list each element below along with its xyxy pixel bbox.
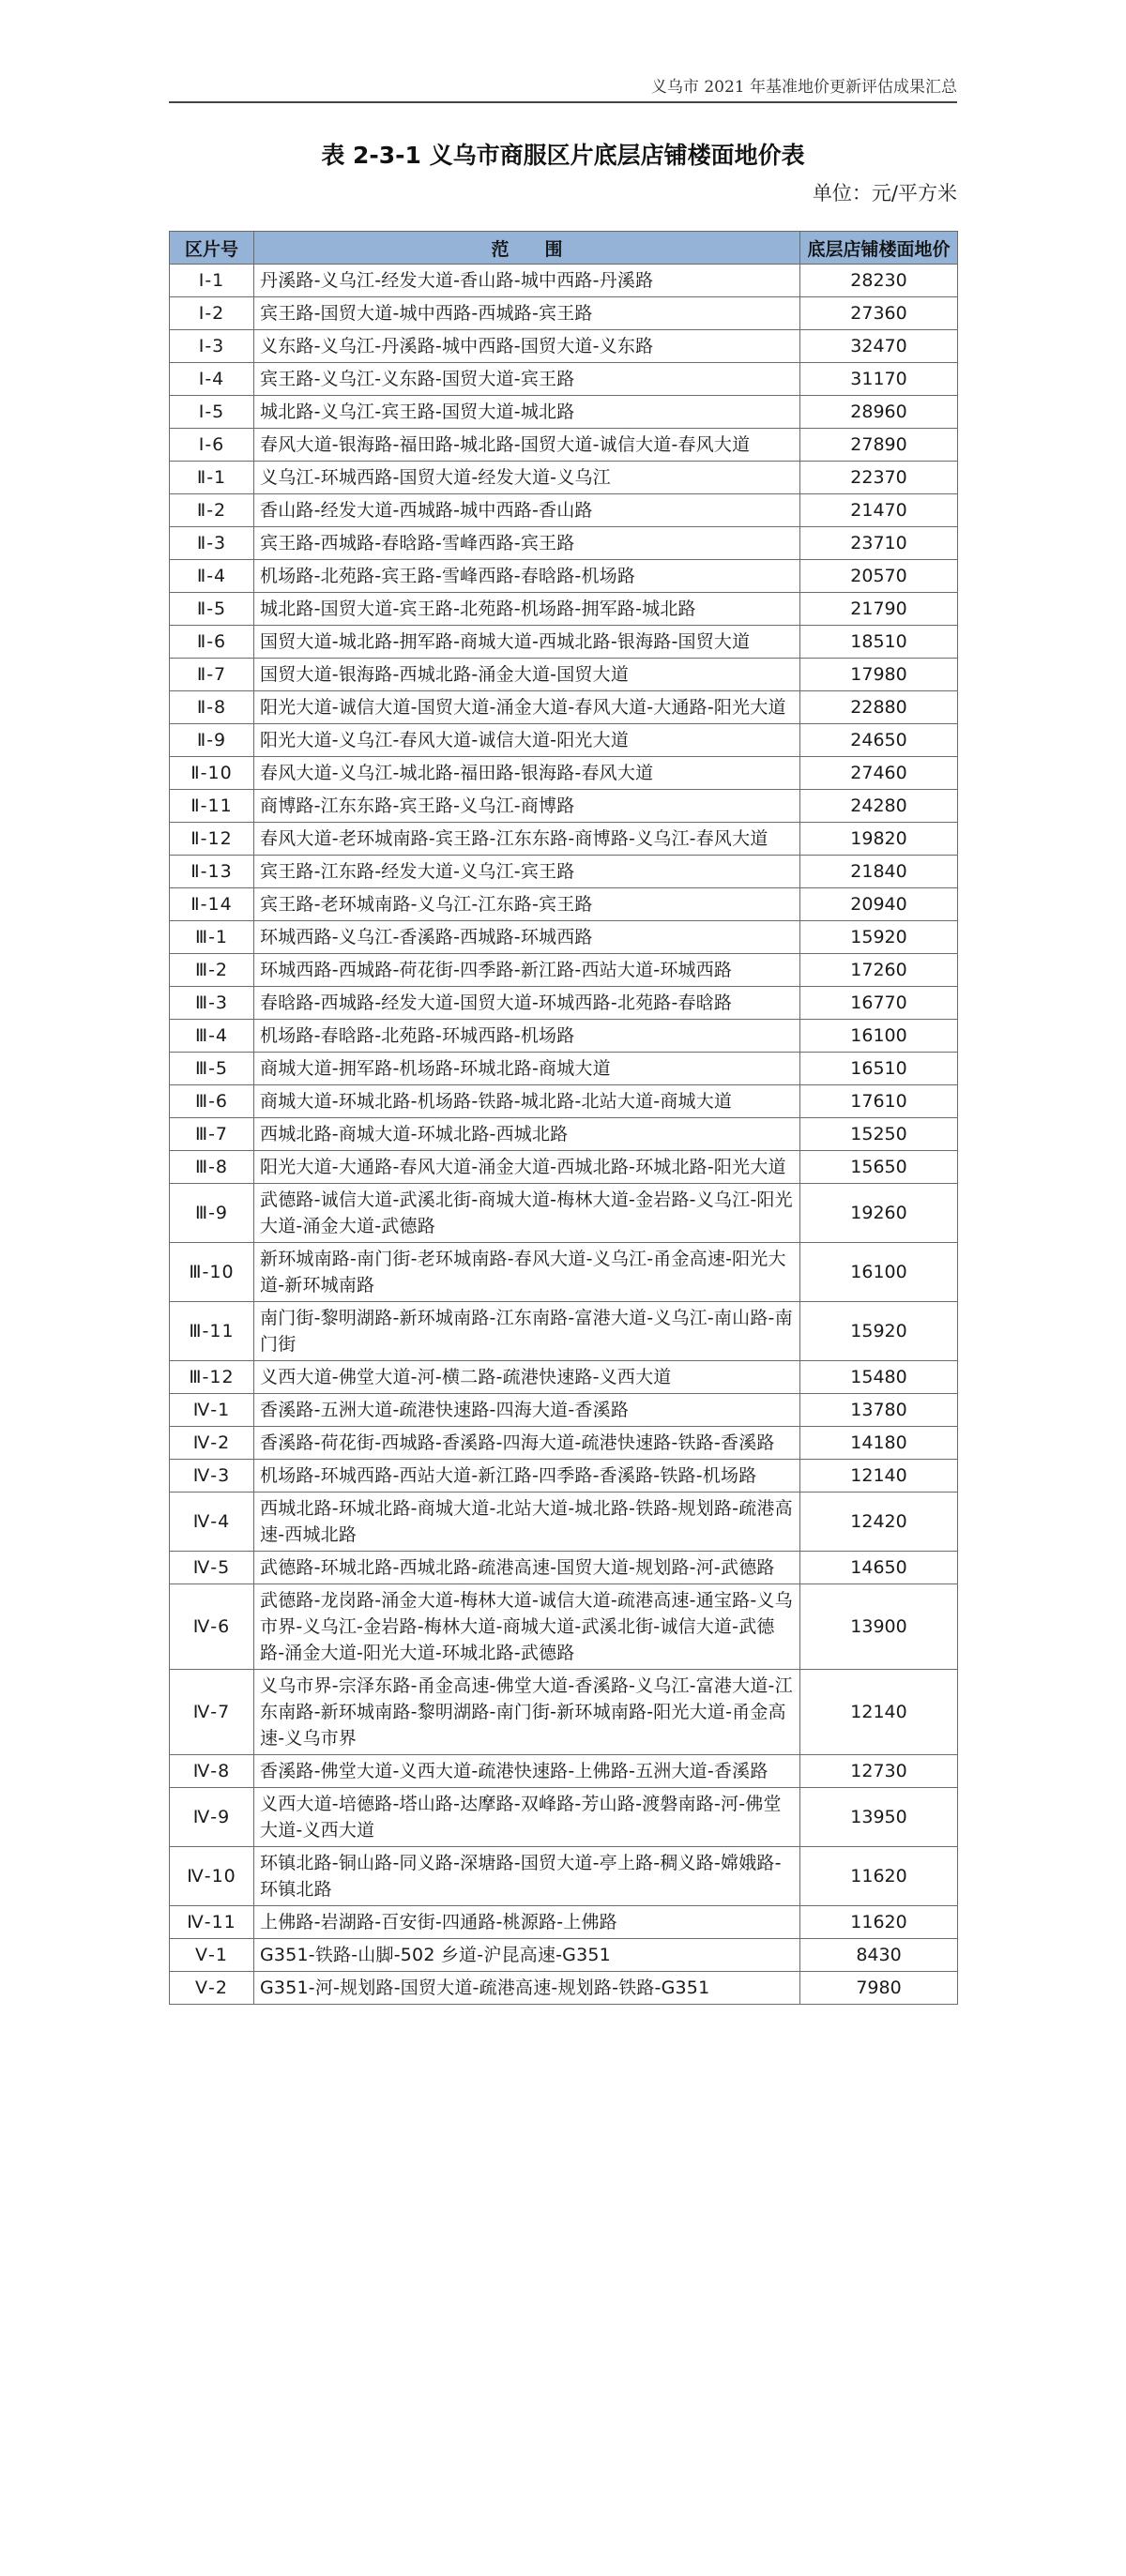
table-row [170, 691, 958, 724]
zone-id-cell: Ⅳ-2 [170, 1427, 254, 1460]
table-row [170, 1394, 958, 1427]
table-row [170, 462, 958, 494]
range-cell: 春风大道-义乌江-城北路-福田路-银海路-春风大道 [254, 757, 800, 790]
range-cell: 宾王路-义乌江-义东路-国贸大道-宾王路 [254, 363, 800, 396]
table-row [170, 1020, 958, 1053]
range-cell: 阳光大道-义乌江-春风大道-诚信大道-阳光大道 [254, 724, 800, 757]
price-cell: 21470 [800, 494, 958, 527]
price-cell: 19260 [800, 1184, 958, 1243]
zone-id-cell: Ⅱ-10 [170, 757, 254, 790]
header-divider [169, 101, 957, 103]
zone-id-cell: Ⅱ-8 [170, 691, 254, 724]
table-row [170, 954, 958, 987]
zone-id-cell: Ⅱ-13 [170, 856, 254, 888]
range-cell: 义西大道-培德路-塔山路-达摩路-双峰路-芳山路-渡磐南路-河-佛堂大道-义西大道 [254, 1788, 800, 1847]
table-title: 表 2-3-1 义乌市商服区片底层店铺楼面地价表 [321, 142, 805, 169]
table-row [170, 1460, 958, 1493]
zone-id-cell: Ⅳ-9 [170, 1788, 254, 1847]
range-cell: 国贸大道-城北路-拥军路-商城大道-西城北路-银海路-国贸大道 [254, 626, 800, 659]
price-cell: 16770 [800, 987, 958, 1020]
price-cell: 19820 [800, 823, 958, 856]
table-row [170, 659, 958, 691]
price-cell: 21790 [800, 593, 958, 626]
zone-id-cell: Ⅲ-12 [170, 1361, 254, 1394]
table-row [170, 330, 958, 363]
zone-id-cell: Ⅰ-6 [170, 429, 254, 462]
zone-id-cell: Ⅰ-1 [170, 265, 254, 297]
price-cell: 14650 [800, 1552, 958, 1584]
table-row [170, 1552, 958, 1584]
range-cell: 商博路-江东东路-宾王路-义乌江-商博路 [254, 790, 800, 823]
range-cell: 香山路-经发大道-西城路-城中西路-香山路 [254, 494, 800, 527]
price-cell: 27460 [800, 757, 958, 790]
price-cell: 13780 [800, 1394, 958, 1427]
header-price: 底层店铺楼面地价 [800, 232, 958, 265]
table-row [170, 265, 958, 297]
price-cell: 28960 [800, 396, 958, 429]
table-row [170, 856, 958, 888]
range-cell: 国贸大道-银海路-西城北路-涌金大道-国贸大道 [254, 659, 800, 691]
range-cell: 义西大道-佛堂大道-河-横二路-疏港快速路-义西大道 [254, 1361, 800, 1394]
table-row [170, 1302, 958, 1361]
table-row [170, 494, 958, 527]
zone-id-cell: Ⅴ-1 [170, 1939, 254, 1972]
price-cell: 21840 [800, 856, 958, 888]
zone-id-cell: Ⅲ-8 [170, 1151, 254, 1184]
range-cell: 武德路-诚信大道-武溪北街-商城大道-梅林大道-金岩路-义乌江-阳光大道-涌金大道-武德路 [254, 1184, 800, 1243]
table-header-row [170, 232, 958, 265]
table-row [170, 1493, 958, 1552]
zone-id-cell: Ⅳ-3 [170, 1460, 254, 1493]
range-cell: 丹溪路-义乌江-经发大道-香山路-城中西路-丹溪路 [254, 265, 800, 297]
range-cell: 宾王路-国贸大道-城中西路-西城路-宾王路 [254, 297, 800, 330]
price-cell: 12140 [800, 1670, 958, 1755]
range-cell: 香溪路-佛堂大道-义西大道-疏港快速路-上佛路-五洲大道-香溪路 [254, 1755, 800, 1788]
header-zone-id: 区片号 [170, 232, 254, 265]
table-row [170, 1151, 958, 1184]
range-cell: 城北路-国贸大道-宾王路-北苑路-机场路-拥军路-城北路 [254, 593, 800, 626]
zone-id-cell: Ⅴ-2 [170, 1972, 254, 2005]
zone-id-cell: Ⅲ-6 [170, 1085, 254, 1118]
zone-id-cell: Ⅳ-11 [170, 1906, 254, 1939]
zone-id-cell: Ⅱ-14 [170, 888, 254, 921]
price-cell: 15920 [800, 1302, 958, 1361]
table-row [170, 626, 958, 659]
price-cell: 7980 [800, 1972, 958, 2005]
land-price-table [169, 231, 958, 2005]
range-cell: 商城大道-拥军路-机场路-环城北路-商城大道 [254, 1053, 800, 1085]
zone-id-cell: Ⅱ-4 [170, 560, 254, 593]
range-cell: 武德路-环城北路-西城北路-疏港高速-国贸大道-规划路-河-武德路 [254, 1552, 800, 1584]
price-cell: 16100 [800, 1243, 958, 1302]
range-cell: 春风大道-老环城南路-宾王路-江东东路-商博路-义乌江-春风大道 [254, 823, 800, 856]
table-row [170, 724, 958, 757]
table-row [170, 1939, 958, 1972]
price-cell: 20570 [800, 560, 958, 593]
table-row [170, 1972, 958, 2005]
zone-id-cell: Ⅳ-1 [170, 1394, 254, 1427]
price-cell: 8430 [800, 1939, 958, 1972]
range-cell: 西城北路-环城北路-商城大道-北站大道-城北路-铁路-规划路-疏港高速-西城北路 [254, 1493, 800, 1552]
range-cell: 阳光大道-大通路-春风大道-涌金大道-西城北路-环城北路-阳光大道 [254, 1151, 800, 1184]
table-row [170, 823, 958, 856]
unit-label: 单位：元/平方米 [812, 182, 957, 205]
range-cell: 南门街-黎明湖路-新环城南路-江东南路-富港大道-义乌江-南山路-南门街 [254, 1302, 800, 1361]
price-cell: 27360 [800, 297, 958, 330]
range-cell: 武德路-龙岗路-涌金大道-梅林大道-诚信大道-疏港高速-通宝路-义乌市界-义乌江-金岩路-梅林大道-商城大道-武溪北街-诚信大道-武德路-涌金大道-阳光大道-环城北路-武德路 [254, 1584, 800, 1670]
table-row [170, 429, 958, 462]
zone-id-cell: Ⅲ-11 [170, 1302, 254, 1361]
table-row [170, 1670, 958, 1755]
price-cell: 12140 [800, 1460, 958, 1493]
zone-id-cell: Ⅲ-4 [170, 1020, 254, 1053]
price-cell: 24650 [800, 724, 958, 757]
price-cell: 15480 [800, 1361, 958, 1394]
table-row [170, 921, 958, 954]
zone-id-cell: Ⅱ-1 [170, 462, 254, 494]
table-row [170, 790, 958, 823]
range-cell: 新环城南路-南门街-老环城南路-春风大道-义乌江-甬金高速-阳光大道-新环城南路 [254, 1243, 800, 1302]
price-cell: 12730 [800, 1755, 958, 1788]
zone-id-cell: Ⅳ-10 [170, 1847, 254, 1906]
price-cell: 15650 [800, 1151, 958, 1184]
price-cell: 31170 [800, 363, 958, 396]
range-cell: 义乌市界-宗泽东路-甬金高速-佛堂大道-香溪路-义乌江-富港大道-江东南路-新环城南路-黎明湖路-南门街-新环城南路-阳光大道-甬金高速-义乌市界 [254, 1670, 800, 1755]
table-row [170, 396, 958, 429]
price-cell: 22880 [800, 691, 958, 724]
price-cell: 28230 [800, 265, 958, 297]
zone-id-cell: Ⅳ-5 [170, 1552, 254, 1584]
price-cell: 13950 [800, 1788, 958, 1847]
zone-id-cell: Ⅱ-12 [170, 823, 254, 856]
range-cell: 春风大道-银海路-福田路-城北路-国贸大道-诚信大道-春风大道 [254, 429, 800, 462]
range-cell: 香溪路-五洲大道-疏港快速路-四海大道-香溪路 [254, 1394, 800, 1427]
table-row [170, 757, 958, 790]
price-cell: 16100 [800, 1020, 958, 1053]
range-cell: 城北路-义乌江-宾王路-国贸大道-城北路 [254, 396, 800, 429]
zone-id-cell: Ⅰ-5 [170, 396, 254, 429]
table-row [170, 363, 958, 396]
price-cell: 15920 [800, 921, 958, 954]
table-row [170, 1118, 958, 1151]
table-row [170, 527, 958, 560]
report-header: 义乌市 2021 年基准地价更新评估成果汇总 [650, 78, 957, 97]
price-cell: 16510 [800, 1053, 958, 1085]
table-row [170, 1906, 958, 1939]
zone-id-cell: Ⅱ-7 [170, 659, 254, 691]
table-row [170, 1361, 958, 1394]
price-cell: 17260 [800, 954, 958, 987]
range-cell: 义东路-义乌江-丹溪路-城中西路-国贸大道-义东路 [254, 330, 800, 363]
table-row [170, 1243, 958, 1302]
range-cell: 机场路-北苑路-宾王路-雪峰西路-春晗路-机场路 [254, 560, 800, 593]
table-row [170, 1184, 958, 1243]
zone-id-cell: Ⅱ-2 [170, 494, 254, 527]
zone-id-cell: Ⅰ-4 [170, 363, 254, 396]
zone-id-cell: Ⅲ-9 [170, 1184, 254, 1243]
range-cell: 阳光大道-诚信大道-国贸大道-涌金大道-春风大道-大通路-阳光大道 [254, 691, 800, 724]
price-cell: 13900 [800, 1584, 958, 1670]
zone-id-cell: Ⅳ-8 [170, 1755, 254, 1788]
range-cell: 宾王路-江东路-经发大道-义乌江-宾王路 [254, 856, 800, 888]
range-cell: 上佛路-岩湖路-百安街-四通路-桃源路-上佛路 [254, 1906, 800, 1939]
table-row [170, 987, 958, 1020]
range-cell: 机场路-春晗路-北苑路-环城西路-机场路 [254, 1020, 800, 1053]
table-row [170, 888, 958, 921]
range-cell: 机场路-环城西路-西站大道-新江路-四季路-香溪路-铁路-机场路 [254, 1460, 800, 1493]
zone-id-cell: Ⅲ-7 [170, 1118, 254, 1151]
price-cell: 17980 [800, 659, 958, 691]
price-cell: 22370 [800, 462, 958, 494]
range-cell: 环城西路-义乌江-香溪路-西城路-环城西路 [254, 921, 800, 954]
zone-id-cell: Ⅳ-7 [170, 1670, 254, 1755]
zone-id-cell: Ⅲ-10 [170, 1243, 254, 1302]
zone-id-cell: Ⅳ-6 [170, 1584, 254, 1670]
table-row [170, 297, 958, 330]
range-cell: 宾王路-西城路-春晗路-雪峰西路-宾王路 [254, 527, 800, 560]
price-cell: 11620 [800, 1847, 958, 1906]
zone-id-cell: Ⅳ-4 [170, 1493, 254, 1552]
table-row [170, 1755, 958, 1788]
range-cell: G351-河-规划路-国贸大道-疏港高速-规划路-铁路-G351 [254, 1972, 800, 2005]
zone-id-cell: Ⅲ-5 [170, 1053, 254, 1085]
range-cell: 环镇北路-铜山路-同义路-深塘路-国贸大道-亭上路-稠义路-嫦娥路-环镇北路 [254, 1847, 800, 1906]
table-row [170, 1427, 958, 1460]
price-cell: 15250 [800, 1118, 958, 1151]
zone-id-cell: Ⅲ-2 [170, 954, 254, 987]
range-cell: 宾王路-老环城南路-义乌江-江东路-宾王路 [254, 888, 800, 921]
price-cell: 18510 [800, 626, 958, 659]
table-row [170, 1788, 958, 1847]
table-row [170, 593, 958, 626]
price-cell: 11620 [800, 1906, 958, 1939]
zone-id-cell: Ⅰ-3 [170, 330, 254, 363]
table-row [170, 560, 958, 593]
range-cell: 香溪路-荷花街-西城路-香溪路-四海大道-疏港快速路-铁路-香溪路 [254, 1427, 800, 1460]
range-cell: 义乌江-环城西路-国贸大道-经发大道-义乌江 [254, 462, 800, 494]
zone-id-cell: Ⅲ-1 [170, 921, 254, 954]
range-cell: G351-铁路-山脚-502 乡道-沪昆高速-G351 [254, 1939, 800, 1972]
price-cell: 12420 [800, 1493, 958, 1552]
table-row [170, 1584, 958, 1670]
zone-id-cell: Ⅱ-6 [170, 626, 254, 659]
price-cell: 14180 [800, 1427, 958, 1460]
range-cell: 春晗路-西城路-经发大道-国贸大道-环城西路-北苑路-春晗路 [254, 987, 800, 1020]
range-cell: 环城西路-西城路-荷花街-四季路-新江路-西站大道-环城西路 [254, 954, 800, 987]
zone-id-cell: Ⅰ-2 [170, 297, 254, 330]
price-cell: 23710 [800, 527, 958, 560]
table-row [170, 1053, 958, 1085]
zone-id-cell: Ⅱ-11 [170, 790, 254, 823]
table-row [170, 1085, 958, 1118]
price-cell: 27890 [800, 429, 958, 462]
price-cell: 32470 [800, 330, 958, 363]
zone-id-cell: Ⅲ-3 [170, 987, 254, 1020]
table-row [170, 1847, 958, 1906]
zone-id-cell: Ⅱ-9 [170, 724, 254, 757]
zone-id-cell: Ⅱ-5 [170, 593, 254, 626]
range-cell: 商城大道-环城北路-机场路-铁路-城北路-北站大道-商城大道 [254, 1085, 800, 1118]
zone-id-cell: Ⅱ-3 [170, 527, 254, 560]
price-cell: 17610 [800, 1085, 958, 1118]
price-cell: 20940 [800, 888, 958, 921]
range-cell: 西城北路-商城大道-环城北路-西城北路 [254, 1118, 800, 1151]
table-body [170, 265, 958, 2005]
header-range: 范 围 [254, 232, 800, 265]
price-cell: 24280 [800, 790, 958, 823]
